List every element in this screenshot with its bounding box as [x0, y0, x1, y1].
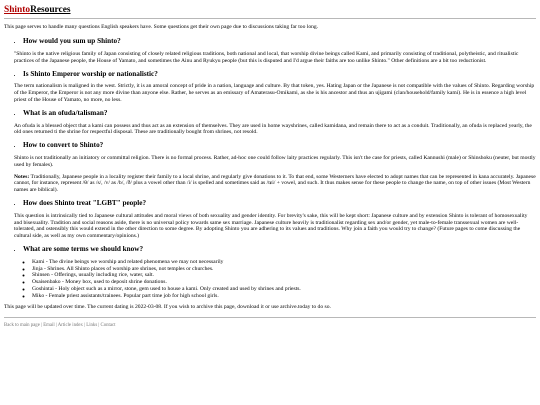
note-text: Traditionally, Japanese people in a locality register their family to a local shrine, and regularly give donations to it. To that end, some Westerners have elected to adopt names that can be represented in kana accurately. Japanese cannot, for instance, represent /θ/ as /s/, /v/ as /b/, /ð/ plus a vowel other than /i/ is spelled and sometimes said as /tɕi/ + vowel, and such. It thus makes sense for these people to change the name, on top of other issues (Most Western names are biblical).: [14, 173, 536, 194]
title-divider: [4, 18, 536, 19]
faq-question: • Is Shinto Emperor worship or nationalistic?: [23, 69, 158, 78]
site-title-part1[interactable]: Shinto: [4, 5, 31, 15]
faq-item: [14, 199, 536, 240]
term-item: ◦ Miko - Female priest assistants/trainees. Popular part time job for high school girls.: [32, 293, 536, 300]
faq-answer: This question is intrinsically tied to Japanese cultural attitudes and moral views of both sexuality and gender identity. For brevity's sake, this will be kept short: Japanese culture and by extension Shinto is tolerant of homosexuality and bisexuality. Tradition and social reasons aside, there is no universal policy towards same sex marriage. Japanese culture heavily is traditionalist regarding sex and/or gender, yet male-to-female transsexual women are well-tolerated, and ostensibly this would extend in the other direction to some degree. By adopting Shinto you are adhering to its values and traditions. Why join a faith you would try to change? (Future pages to come discussing the cultural side, as well as my own commentary/opinions.): [14, 212, 528, 240]
term-item: ◦ Goshintai - Holy object such as a mirror, stone, gem used to house a kami. Only created and used by shrines and priests.: [32, 286, 536, 293]
faq-item: [14, 37, 536, 64]
intro-text: This page serves to handle many questions English speakers have. Some questions get their own page due to discussions taking far too long.: [4, 24, 319, 31]
terms-list: [23, 259, 536, 300]
faq-question: • How would you sum up Shinto?: [23, 37, 121, 46]
faq-answer: Shinto is not traditionally an initiatory or committal religion. There is no formal process. Rather, ad-hoc one could follow laity practices regularly. This isn't the case for priests, called Kannushi (male) or Shinshoku (neuter, but mostly used by females).: [14, 154, 536, 168]
faq-list: [4, 37, 536, 300]
term-item: ◦ Osaisenbako - Money box, used to deposit shrine donations.: [32, 279, 536, 286]
faq-question: • How does Shinto treat "LGBT" people?: [23, 199, 147, 208]
faq-answer: "Shinto is the native religious family of Japan consisting of closely related religious traditions, both national and local, that worship divine beings called Kami, and primarily consisting of traditional, polytheistic, and ritualistic practices of the Japanese people, the House of Yamato, and sometimes the Ainu and Ryukyu people (but this is disputed and I'd argue their faiths are too unlike Shinto." Other definitions are a bit too reductionist.: [14, 50, 519, 64]
faq-question: • How to convert to Shinto?: [23, 141, 104, 150]
note-label: Notes:: [14, 173, 30, 180]
faq-item: [14, 69, 536, 104]
update-note: This page will be updated over time. The current dating is 2022-03-08. If you wish to archive this page, download it or use archive.today to do so.: [4, 303, 331, 310]
site-title[interactable]: [4, 5, 536, 15]
faq-answer: The term nationalism is maligned in the west. Strictly, it is an amoral concept of pride in a nation, language and culture. By that token, yes. Hating Japan or the Japanese is not compatible with the values of Shinto. Regarding worship of the Emperor, the Emperor is not any more divine than anyone else. Rather, he serves as an emissary of Amaterasu-Omikami, as she is his ancestor and thus an ujigami (clan/household/family kami). He is in essence a high level priest of the House of Yamato, no more, no less.: [14, 83, 535, 103]
faq-question: • What are some terms we should know?: [23, 245, 144, 254]
site-title-part2[interactable]: Resources: [30, 5, 71, 15]
footer-links[interactable]: Back to main page | Email | Article index | Links | Contact: [4, 322, 116, 328]
faq-answer: An ofuda is a blessed object that a kami can possess and thus act as an extension of themselves. They are used in home wayshrines, called kamidana, and remain there to act as a conduit. Traditionally, an ofuda is replaced yearly, the old ones returned ti the shrine for respectful disposal. These are traditionally bought from shrines, not resold.: [14, 122, 532, 136]
term-item: ◦ Jinja - Shrines. All Shinto places of worship are shrines, not temples or churches.: [32, 266, 536, 273]
term-item: ◦ Kami - The divine beings we worship and related phenomena we may not necessarily: [32, 259, 536, 266]
faq-item: [14, 141, 536, 194]
footer-divider: [4, 317, 536, 318]
faq-question: • What is an ofuda/talisman?: [23, 108, 108, 117]
faq-item: [23, 245, 536, 300]
faq-note: [14, 174, 536, 194]
faq-item: [14, 108, 536, 136]
term-item: ◦ Shinsen - Offerings, usually including rice, water, salt.: [32, 272, 536, 279]
